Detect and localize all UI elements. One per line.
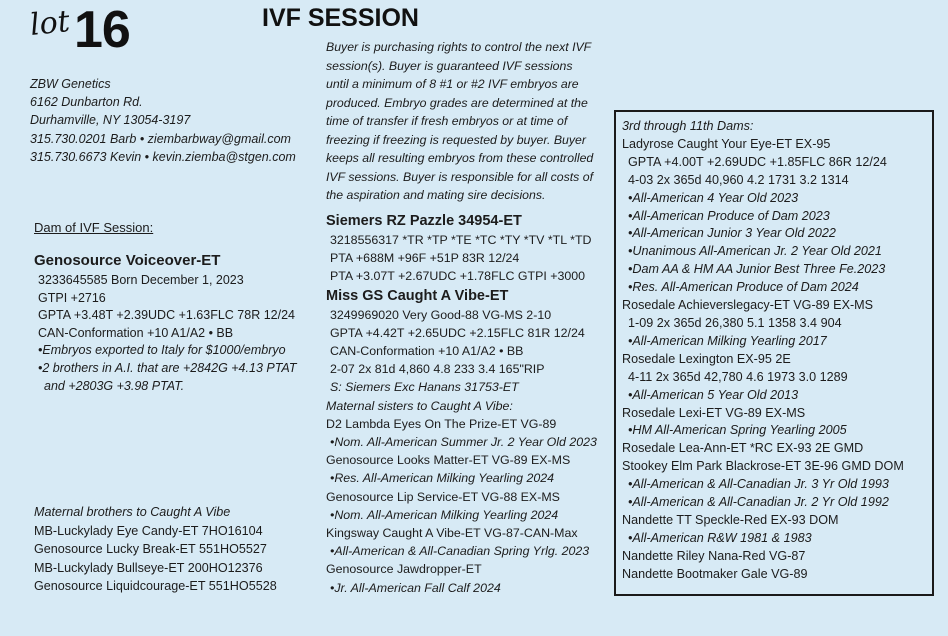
dam-ancestor-name: Rosedale Lexi-ET VG-89 EX-MS <box>622 405 806 420</box>
sire-block <box>326 211 597 597</box>
dam-record: GPTA +4.00T +2.69UDC +1.85FLC 86R 12/24 <box>628 154 887 169</box>
dam-award: •Dam AA & HM AA Junior Best Three Fe.2023 <box>628 262 886 277</box>
dam-award: •All-American 5 Year Old 2013 <box>628 387 799 402</box>
session-description <box>326 38 596 205</box>
contact-line: ZBW Genetics <box>30 77 111 91</box>
sisters-label: Maternal sisters to Caught A Vibe: <box>326 398 513 413</box>
dam-award: •Unanimous All-American Jr. 2 Year Old 2021 <box>628 244 882 259</box>
sire-dam-info-line: CAN-Conformation +10 A1/A2 • BB <box>330 344 524 359</box>
dam-award: •All-American Milking Yearling 2017 <box>628 333 827 348</box>
lot-word: lot <box>28 4 72 43</box>
contact-line: 6162 Dunbarton Rd. <box>30 95 143 110</box>
sire-dam-name: Miss GS Caught A Vibe-ET <box>326 287 509 304</box>
dam-award: •All-American Produce of Dam 2023 <box>628 208 830 223</box>
sire-dam-info-line: 2-07 2x 81d 4,860 4.8 233 3.4 165"RIP <box>330 362 545 377</box>
description-line: keeps all resulting embryos from these controlled <box>326 151 594 165</box>
dam-ancestor-name: Nandette Bootmaker Gale VG-89 <box>622 566 808 581</box>
sire-dam-info-line: 3249969020 Very Good-88 VG-MS 2-10 <box>330 307 552 322</box>
dam-record: 4-03 2x 365d 40,960 4.2 1731 3.2 1314 <box>628 172 849 187</box>
dam-note: •2 brothers in A.I. that are +2842G +4.13 PTAT <box>38 360 297 375</box>
dams-label: 3rd through 11th Dams: <box>622 119 754 133</box>
sister-name: Genosource Looks Matter-ET VG-89 EX-MS <box>326 453 571 468</box>
sister-award: •Nom. All-American Milking Yearling 2024 <box>330 507 559 522</box>
description-line: session(s). Buyer is guaranteed IVF sessions <box>326 58 573 73</box>
page-title: IVF SESSION <box>262 4 419 32</box>
dam-info-line: 3233645585 Born December 1, 2023 <box>38 273 244 287</box>
dam-ancestor-name: Nandette Riley Nana-Red VG-87 <box>622 548 806 563</box>
sister-award: •All-American & All-Canadian Spring Yrlg. 2023 <box>330 544 590 559</box>
sire-info-line: 3218556317 *TR *TP *TE *TC *TY *TV *TL *TD <box>330 233 592 247</box>
dam-award: •All-American 4 Year Old 2023 <box>628 190 799 205</box>
description-line: time of transfer if fresh embryos or at time of <box>326 114 568 128</box>
dams-list <box>622 118 904 584</box>
description-line: until a minimum of 8 #1 or #2 IVF embryos are <box>326 77 579 91</box>
dam-info-line: GPTA +3.48T +2.39UDC +1.63FLC 78R 12/24 <box>38 308 295 323</box>
dam-award: •All-American Junior 3 Year Old 2022 <box>628 226 836 241</box>
dam-award: •All-American & All-Canadian Jr. 2 Yr Old 1992 <box>628 495 889 510</box>
lot-number: 16 <box>74 1 130 59</box>
contact-line: 315.730.6673 Kevin • kevin.ziemba@stgen.com <box>30 149 296 164</box>
brother-item: Genosource Liquidcourage-ET 551HO5528 <box>34 579 277 594</box>
sister-award: •Nom. All-American Summer Jr. 2 Year Old 2023 <box>330 435 597 450</box>
dam-ancestor-name: Stookey Elm Park Blackrose-ET 3E-96 GMD DOM <box>622 459 904 474</box>
dam-name: Genosource Voiceover-ET <box>34 252 221 269</box>
dam-record: 1-09 2x 365d 26,380 5.1 1358 3.4 904 <box>628 315 842 330</box>
dam-ancestor-name: Nandette TT Speckle-Red EX-93 DOM <box>622 512 839 527</box>
dam-ancestor-name: Ladyrose Caught Your Eye-ET EX-95 <box>622 136 831 151</box>
brother-item: MB-Luckylady Eye Candy-ET 7HO16104 <box>34 523 263 538</box>
dam-award: •All-American R&W 1981 & 1983 <box>628 530 812 545</box>
contact-line: 315.730.0201 Barb • ziembarbway@gmail.com <box>30 131 291 146</box>
sister-award: •Res. All-American Milking Yearling 2024 <box>330 471 555 486</box>
dam-info-line: CAN-Conformation +10 A1/A2 • BB <box>38 325 234 340</box>
sister-name: Genosource Jawdropper-ET <box>326 562 482 577</box>
sire-dam-info-line: GPTA +4.42T +2.65UDC +2.15FLC 81R 12/24 <box>330 325 585 340</box>
description-line: freezing if freezing is requested by buyer. Buyer <box>326 132 586 147</box>
dam-block <box>34 250 296 395</box>
description-line: the aspiration and mating sire decisions. <box>326 188 546 202</box>
sister-name: Kingsway Caught A Vibe-ET VG-87-CAN-Max <box>326 526 578 541</box>
description-line: IVF sessions. Buyer is responsible for all costs of <box>326 169 594 184</box>
sire-name: Siemers RZ Pazzle 34954-ET <box>326 213 522 229</box>
dam-record: 4-11 2x 365d 42,780 4.6 1973 3.0 1289 <box>628 369 848 384</box>
sire-info-line: PTA +3.07T +2.67UDC +1.78FLC GTPI +3000 <box>330 269 586 284</box>
dam-ancestor-name: Rosedale Achieverslegacy-ET VG-89 EX-MS <box>622 298 874 313</box>
brothers-label: Maternal brothers to Caught A Vibe <box>34 505 231 519</box>
sister-award: •Jr. All-American Fall Calf 2024 <box>330 580 501 595</box>
sister-name: Genosource Lip Service-ET VG-88 EX-MS <box>326 489 560 504</box>
brother-item: Genosource Lucky Break-ET 551HO5527 <box>34 542 267 557</box>
dam-info-line: GTPI +2716 <box>38 290 106 305</box>
sire-info-line: PTA +688M +96F +51P 83R 12/24 <box>330 251 520 266</box>
contact-line: Durhamville, NY 13054-3197 <box>30 113 191 128</box>
dam-award: •HM All-American Spring Yearling 2005 <box>628 423 847 438</box>
description-line: Buyer is purchasing rights to control the next IVF <box>326 40 592 54</box>
dam-ancestor-name: Rosedale Lea-Ann-ET *RC EX-93 2E GMD <box>622 441 864 456</box>
brothers-block <box>34 503 277 596</box>
brother-item: MB-Luckylady Bullseye-ET 200HO12376 <box>34 560 263 575</box>
description-line: produced. Embryo grades are determined at the <box>326 95 588 110</box>
dam-note: and +2803G +3.98 PTAT. <box>44 378 185 393</box>
dam-award: •All-American & All-Canadian Jr. 3 Yr Old 1993 <box>628 477 889 492</box>
sire-dam-sire-line: S: Siemers Exc Hanans 31753-ET <box>330 380 519 395</box>
contact-block <box>30 75 296 166</box>
dam-award: •Res. All-American Produce of Dam 2024 <box>628 280 859 295</box>
dam-note: •Embryos exported to Italy for $1000/embryo <box>38 343 286 358</box>
sister-name: D2 Lambda Eyes On The Prize-ET VG-89 <box>326 416 557 431</box>
dam-label: Dam of IVF Session: <box>34 220 154 235</box>
dam-ancestor-name: Rosedale Lexington EX-95 2E <box>622 351 791 366</box>
